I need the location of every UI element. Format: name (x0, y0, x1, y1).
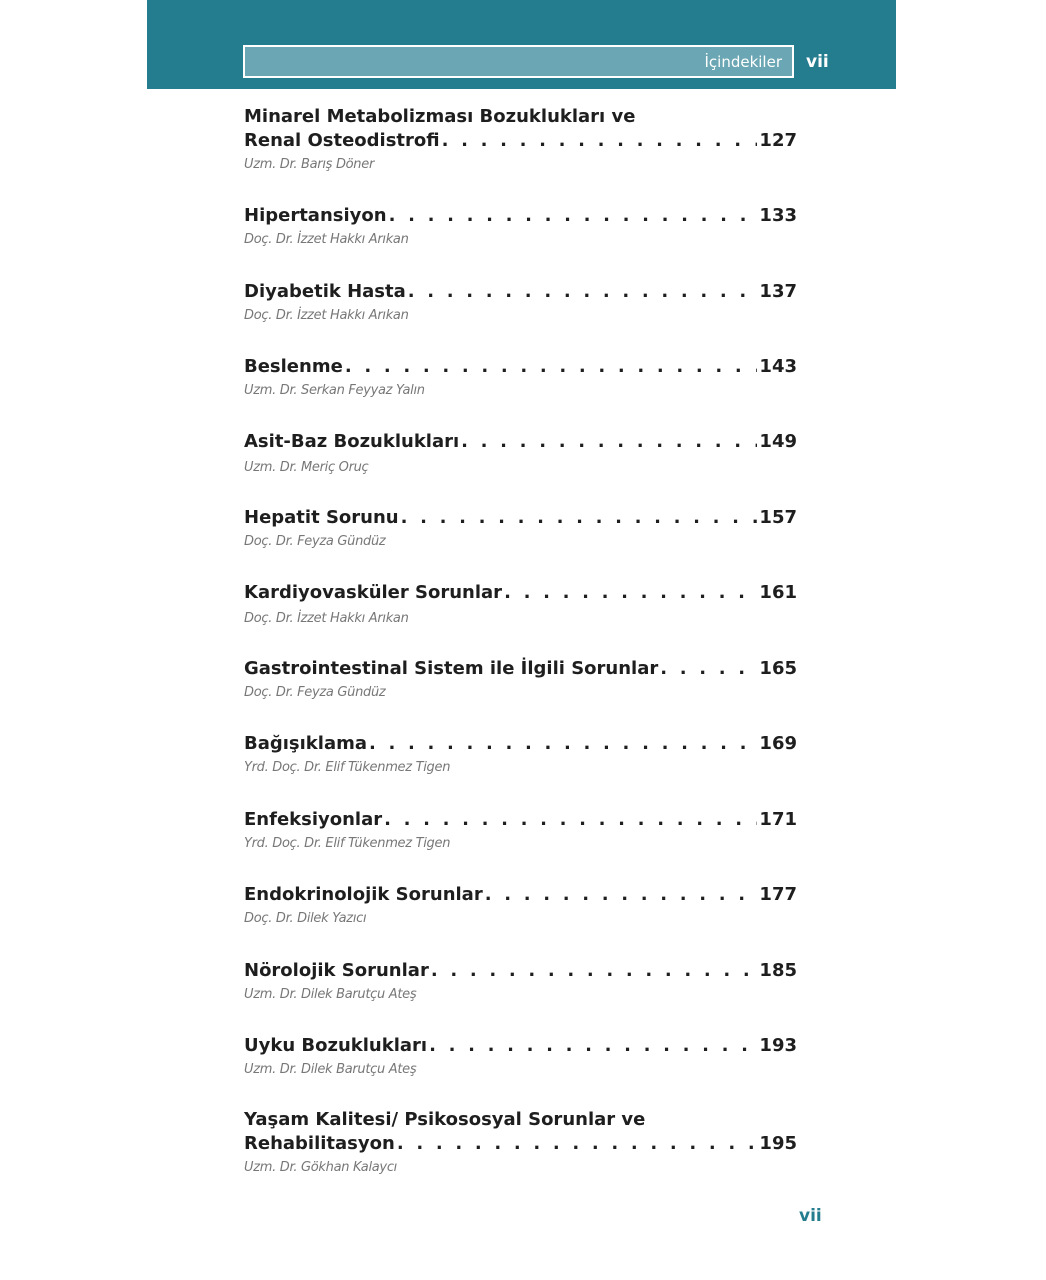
toc-leader-dots (401, 506, 758, 530)
header-title-box (243, 45, 794, 78)
toc-entry-author: Doç. Dr. İzzet Hakkı Arıkan (244, 232, 409, 247)
toc-entry[interactable] (244, 280, 797, 325)
toc-leader-dots (397, 1132, 758, 1156)
toc-entry-title-line1: Minarel Metabolizması Bozuklukları ve (244, 106, 636, 127)
toc-entry-page: 169 (759, 733, 797, 754)
toc-entry-page: 127 (759, 130, 797, 151)
toc-entry-title: Bağışıklama (244, 733, 367, 754)
toc-entry-title: Kardiyovasküler Sorunlar (244, 582, 503, 603)
toc-leader-dots (485, 883, 758, 907)
toc-entry-author: Yrd. Doç. Dr. Elif Tükenmez Tigen (244, 760, 451, 775)
toc-entry-author: Uzm. Dr. Dilek Barutçu Ateş (244, 987, 417, 1002)
toc-entry[interactable] (244, 506, 797, 551)
footer-page-number: vii (799, 1206, 822, 1226)
toc-entry[interactable] (244, 1108, 797, 1177)
toc-entry-title: Hepatit Sorunu (244, 507, 399, 528)
toc-entry-title: Gastrointestinal Sistem ile İlgili Sorunlar (244, 658, 659, 679)
toc-entry-author: Doç. Dr. Feyza Gündüz (244, 534, 386, 549)
toc-leader-dots (461, 430, 757, 454)
toc-entry[interactable] (244, 355, 797, 400)
toc-entry[interactable] (244, 581, 797, 628)
toc-entry-title: Rehabilitasyon (244, 1133, 395, 1154)
toc-entry[interactable] (244, 883, 797, 928)
toc-entry-author: Uzm. Dr. Barış Döner (244, 157, 374, 172)
toc-leader-dots (442, 129, 758, 153)
toc-leader-dots (660, 657, 757, 681)
toc-leader-dots (408, 280, 758, 304)
toc-entry-author: Doç. Dr. İzzet Hakkı Arıkan (244, 611, 409, 626)
toc-entry-page: 149 (759, 431, 797, 452)
toc-leader-dots (345, 355, 758, 379)
toc-entry-author: Uzm. Dr. Dilek Barutçu Ateş (244, 1062, 417, 1077)
toc-entry-title: Nörolojik Sorunlar (244, 960, 429, 981)
toc-leader-dots (389, 204, 758, 228)
toc-entry-page: 143 (759, 356, 797, 377)
toc-entry[interactable] (244, 657, 797, 702)
toc-entry-page: 157 (759, 507, 797, 528)
toc-entry-author: Doç. Dr. Feyza Gündüz (244, 685, 386, 700)
toc-entry[interactable] (244, 204, 797, 249)
toc-entry-author: Uzm. Dr. Gökhan Kalaycı (244, 1160, 397, 1175)
toc-entry[interactable] (244, 105, 797, 174)
toc-entry-author: Uzm. Dr. Serkan Feyyaz Yalın (244, 383, 425, 398)
toc-entry-author: Doç. Dr. İzzet Hakkı Arıkan (244, 308, 409, 323)
toc-entry-page: 165 (759, 658, 797, 679)
header-page-number: vii (806, 52, 829, 72)
toc-entry-title: Uyku Bozuklukları (244, 1035, 428, 1056)
toc-leader-dots (369, 732, 757, 756)
toc-leader-dots (429, 1034, 757, 1058)
toc-entry-title: Diyabetik Hasta (244, 281, 406, 302)
toc-entry[interactable] (244, 1034, 797, 1079)
toc-leader-dots (504, 581, 757, 605)
toc-entry-title: Renal Osteodistrofi (244, 130, 440, 151)
toc-entry-title: Hipertansiyon (244, 205, 387, 226)
toc-entry-title: Asit-Baz Bozuklukları (244, 431, 460, 452)
toc-entry-page: 195 (759, 1133, 797, 1154)
toc-entry-page: 193 (759, 1035, 797, 1056)
toc-entry[interactable] (244, 959, 797, 1004)
toc-entry-author: Uzm. Dr. Meriç Oruç (244, 460, 369, 475)
toc-entry-page: 185 (759, 960, 797, 981)
toc-entry-page: 171 (759, 809, 797, 830)
toc-entry-page: 177 (759, 884, 797, 905)
toc-entry[interactable] (244, 732, 797, 777)
header-title: İçindekiler (704, 53, 782, 71)
toc-entry-title-line1: Yaşam Kalitesi/ Psikososyal Sorunlar ve (244, 1109, 646, 1130)
toc-leader-dots (431, 959, 758, 983)
toc-entry-page: 161 (759, 582, 797, 603)
toc-entry-author: Yrd. Doç. Dr. Elif Tükenmez Tigen (244, 836, 451, 851)
toc-entry[interactable] (244, 808, 797, 853)
toc-leader-dots (384, 808, 757, 832)
toc-entry-page: 137 (759, 281, 797, 302)
toc-entry-title: Endokrinolojik Sorunlar (244, 884, 483, 905)
toc-entry-page: 133 (759, 205, 797, 226)
toc-entry-title: Beslenme (244, 356, 343, 377)
toc-entry-title: Enfeksiyonlar (244, 809, 383, 830)
toc-entry[interactable] (244, 430, 797, 477)
toc-entry-author: Doç. Dr. Dilek Yazıcı (244, 911, 367, 926)
